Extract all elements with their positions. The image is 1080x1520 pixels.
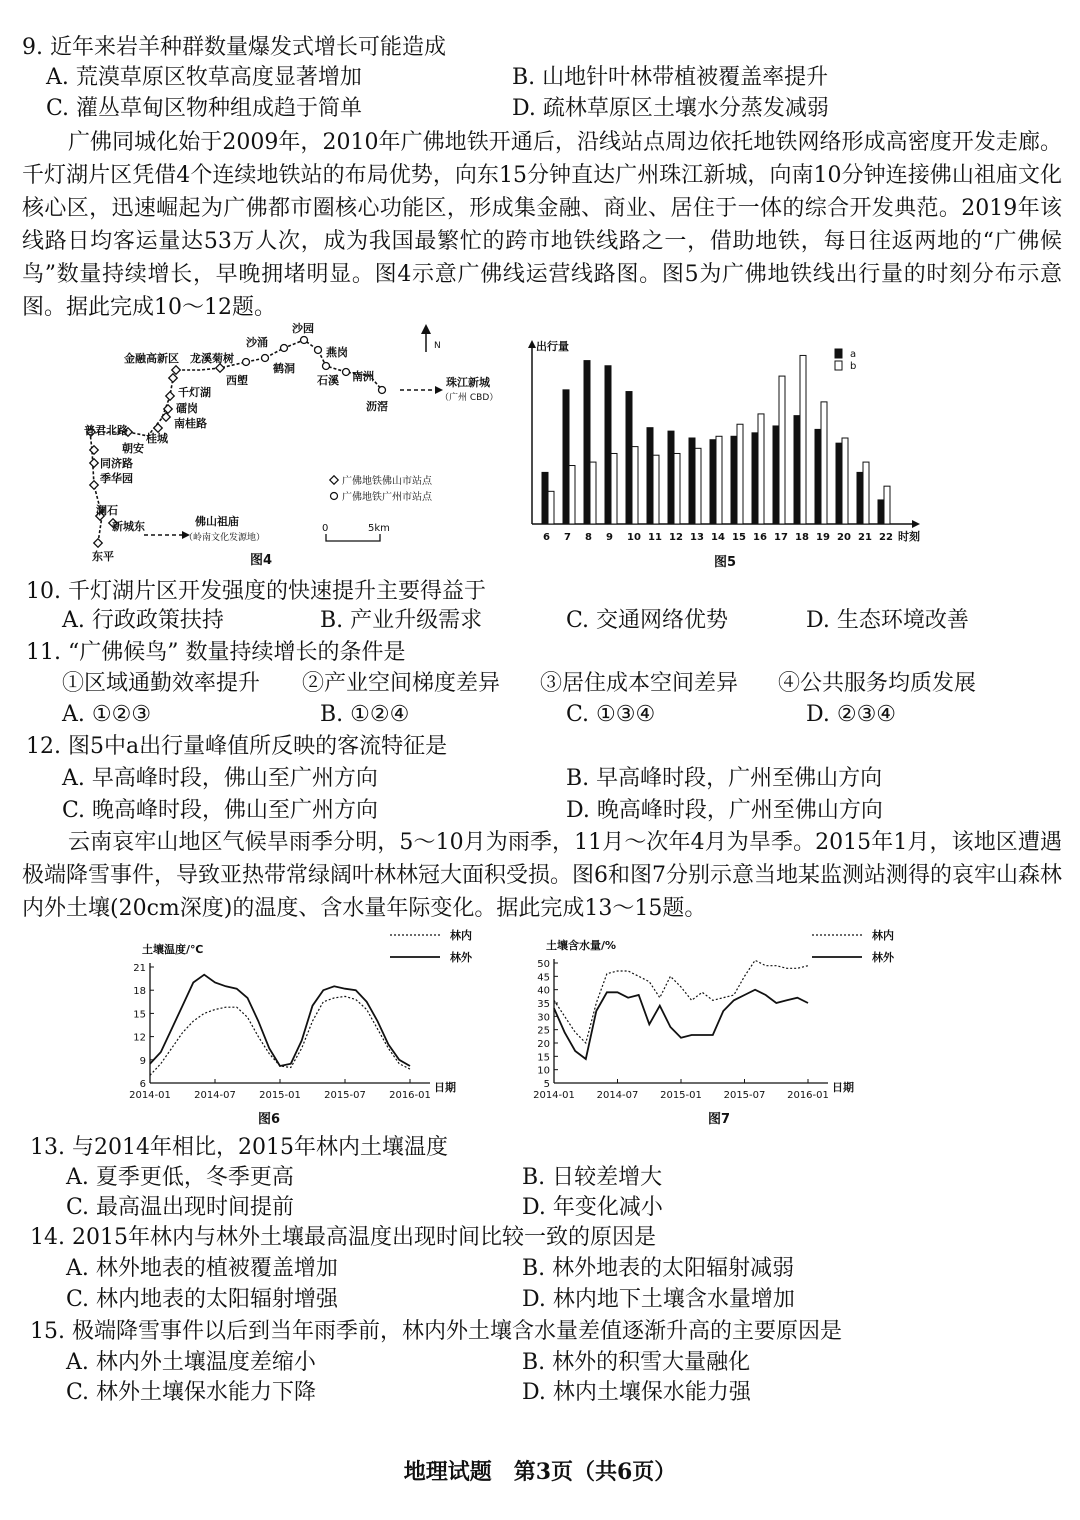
- dest-zhujiang: 珠江新城: [446, 376, 490, 389]
- station-tjl: 同济路: [100, 457, 133, 470]
- scale-bar: [322, 523, 390, 541]
- fig5-bar-a-10: [626, 392, 632, 524]
- fig5-bar-b-22: [884, 486, 890, 524]
- fig7-soil-moisture-chart: [520, 925, 920, 1130]
- q10-option-a: A. 行政政策扶持: [62, 608, 224, 633]
- q14-stem: 14. 2015年林内与林外土壤最高温度出现时间比较一致的原因是: [30, 1225, 656, 1250]
- station-yg: 燕岗: [326, 346, 348, 359]
- fig7-ylabel: 土壤含水量/%: [546, 939, 617, 952]
- fig6-ytick-12: 12: [133, 1032, 146, 1044]
- fig5-bar-b-8: [590, 462, 596, 524]
- station-gc: 桂城: [146, 432, 168, 445]
- fig5-bar-a-19: [815, 429, 821, 524]
- fig6-legend-label-0: 林内: [450, 929, 472, 942]
- fig6-xtick-2016-01: 2016-01: [389, 1090, 431, 1101]
- fig5-bar-a-9: [605, 366, 611, 524]
- fig5-tick-16: 16: [753, 532, 767, 543]
- dest-zumiao: 佛山祖庙: [195, 515, 239, 528]
- fig5-tick-12: 12: [669, 532, 683, 543]
- q11-option-b: B. ①②④: [320, 702, 410, 727]
- fig5-bar-a-21: [857, 472, 863, 524]
- fig6-soil-temperature-chart: [110, 925, 500, 1130]
- fig7-xtick-2016-01: 2016-01: [787, 1090, 829, 1101]
- station-jhy: 季华园: [100, 472, 133, 485]
- q14-option-d: D. 林内地下土壤含水量增加: [522, 1287, 795, 1312]
- q11-item-2: ②产业空间梯度差异: [302, 671, 501, 696]
- fig6-ytick-15: 15: [133, 1009, 146, 1021]
- svg-text:0: 0: [322, 523, 329, 534]
- q10-option-c: C. 交通网络优势: [566, 608, 729, 633]
- station-sx: 石溪: [317, 374, 339, 387]
- fig5-legend-swatch-b: [835, 361, 842, 370]
- q11-item-1: ①区域通勤效率提升: [62, 671, 261, 696]
- station-ngl: 南桂路: [174, 417, 207, 430]
- q9-option-a: A. 荒漠草原区牧草高度显著增加: [46, 65, 362, 90]
- fig5-bar-a-13: [689, 438, 695, 524]
- fig5-bar-b-6: [548, 491, 554, 524]
- legend-foshan: 广佛地铁佛山市站点: [342, 476, 432, 487]
- q11-stem: 11. “广佛候鸟” 数量持续增长的条件是: [26, 640, 406, 665]
- fig5-x-arrow-icon: [912, 520, 920, 528]
- q13-option-d: D. 年变化减小: [522, 1195, 663, 1220]
- station-dp: 东平: [92, 550, 114, 563]
- fig5-bar-a-11: [647, 428, 653, 524]
- fig5-bar-a-6: [542, 472, 548, 524]
- fig7-legend-label-0: 林内: [872, 929, 894, 942]
- fig7-ytick-25: 25: [537, 1025, 550, 1037]
- fig6-xtick-2014-07: 2014-07: [194, 1090, 236, 1101]
- fig6-xtick-2015-01: 2015-01: [259, 1090, 301, 1101]
- q13-option-b: B. 日较差增大: [522, 1165, 663, 1190]
- legend-guangzhou: 广佛地铁广州市站点: [342, 492, 432, 503]
- q12-option-a: A. 早高峰时段，佛山至广州方向: [62, 766, 378, 791]
- fig7-xlabel: 日期: [832, 1081, 854, 1094]
- fig5-tick-13: 13: [690, 532, 704, 543]
- fig5-tick-14: 14: [711, 532, 725, 543]
- fig6-ytick-21: 21: [133, 963, 146, 974]
- q11-option-a: A. ①②③: [62, 702, 152, 727]
- fig5-bar-a-22: [878, 500, 884, 524]
- fig5-bar-b-19: [821, 402, 827, 524]
- fig5-bar-b-15: [737, 424, 743, 524]
- station-sy: 沙涌: [246, 336, 268, 349]
- station-lg: 礌岗: [176, 402, 198, 415]
- q13-stem: 13. 与2014年相比，2015年林内土壤温度: [30, 1135, 448, 1160]
- fig5-tick-17: 17: [774, 532, 788, 543]
- fig5-tick-22: 22: [879, 532, 893, 543]
- fig7-xtick-2015-01: 2015-01: [660, 1090, 702, 1101]
- fig5-bar-b-10: [632, 447, 638, 524]
- q15-stem: 15. 极端降雪事件以后到当年雨季前，林内外土壤含水量差值逐渐升高的主要原因是: [30, 1319, 842, 1344]
- fig5-tick-19: 19: [816, 532, 830, 543]
- fig7-ytick-10: 10: [537, 1065, 550, 1077]
- q12-option-c: C. 晚高峰时段，佛山至广州方向: [62, 798, 379, 823]
- dest-zhujiang-sub: （广州 CBD）: [440, 393, 499, 403]
- station-hd: 鹤洞: [273, 362, 295, 375]
- fig5-bar-chart: [510, 332, 940, 572]
- fig5-tick-21: 21: [858, 532, 872, 543]
- fig7-ytick-30: 30: [537, 1012, 550, 1024]
- fig6-xlabel: 日期: [434, 1081, 456, 1094]
- north-arrow-icon: [421, 324, 441, 352]
- q11-option-c: C. ①③④: [566, 702, 656, 727]
- fig6-ylabel: 土壤温度/℃: [142, 943, 204, 956]
- station-lj: 沥滘: [366, 400, 388, 413]
- svg-text:N: N: [434, 341, 441, 351]
- station-lxjs: 龙溪菊树: [190, 352, 234, 365]
- svg-text:5km: 5km: [368, 523, 390, 534]
- fig4-metro-map: [70, 320, 530, 570]
- fig5-tick-9: 9: [606, 532, 613, 543]
- fig6-legend-label-1: 林外: [450, 951, 472, 964]
- fig5-legend-swatch-a: [835, 349, 842, 358]
- q13-option-c: C. 最高温出现时间提前: [66, 1195, 295, 1220]
- q13-option-a: A. 夏季更低，冬季更高: [66, 1165, 294, 1190]
- station-ls: 澜石: [96, 504, 118, 517]
- q10-stem: 10. 千灯湖片区开发强度的快速提升主要得益于: [26, 579, 486, 604]
- q10-option-d: D. 生态环境改善: [806, 608, 969, 633]
- q11-item-4: ④公共服务均质发展: [778, 671, 977, 696]
- fig5-bar-b-9: [611, 453, 617, 524]
- station-jrgxq: 金融高新区: [124, 352, 179, 365]
- fig5-tick-15: 15: [732, 532, 746, 543]
- fig7-xtick-2014-01: 2014-01: [533, 1090, 575, 1101]
- fig5-legend-label-b: b: [850, 361, 857, 372]
- station-nz: 南洲: [352, 370, 374, 383]
- fig5-tick-7: 7: [564, 532, 571, 543]
- fig5-tick-11: 11: [648, 532, 662, 543]
- fig5-tick-20: 20: [837, 532, 851, 543]
- fig7-legend-label-1: 林外: [872, 951, 894, 964]
- fig7-xtick-2015-07: 2015-07: [723, 1090, 766, 1101]
- fig5-bar-a-12: [668, 431, 674, 524]
- fig5-tick-8: 8: [585, 532, 592, 543]
- fig5-bar-b-7: [569, 466, 575, 524]
- fig6-ytick-6: 6: [139, 1079, 146, 1090]
- fig5-bar-a-20: [836, 443, 842, 524]
- fig5-bar-b-11: [653, 455, 659, 524]
- fig5-bar-b-16: [758, 414, 764, 524]
- fig5-bar-b-13: [695, 448, 701, 524]
- q15-option-a: A. 林内外土壤温度差缩小: [66, 1350, 316, 1375]
- fig5-xlabel: 时刻: [898, 530, 920, 543]
- dest-zumiao-sub: （岭南文化发源地）: [184, 533, 266, 543]
- q15-option-c: C. 林外土壤保水能力下降: [66, 1380, 317, 1405]
- passage-guangfo: 广佛同城化始于2009年，2010年广佛地铁开通后，沿线站点周边依托地铁网络形成高密度开发走廊。千灯湖片区凭借4个连续地铁站的布局优势，向东15分钟直达广州珠江新城，向南10分钟连接佛山祖庙文化核心区，迅速崛起为广佛都市圈核心功能区，形成集金融、商业、居住于一体的综合开发典范。2019年该线路日均客运量达53万人次，成为我国最繁忙的跨市地铁线路之一，借助地铁，每日往返两地的“广佛候鸟”数量持续增长，早晚拥堵明显。图4示意广佛线运营线路图。图5为广佛地铁线出行量的时刻分布示意图。据此完成10～12题。: [22, 130, 1062, 320]
- station-qdh: 千灯湖: [178, 386, 211, 399]
- fig7-xtick-2014-07: 2014-07: [596, 1090, 639, 1101]
- fig5-bar-a-16: [752, 433, 758, 524]
- fig6-series-forest-outside: [150, 975, 410, 1066]
- fig5-bar-a-14: [710, 440, 716, 524]
- fig5-bar-b-14: [716, 436, 722, 524]
- fig5-legend-label-a: a: [850, 349, 857, 360]
- fig5-bar-b-20: [842, 438, 848, 524]
- fig7-ytick-15: 15: [537, 1052, 550, 1064]
- fig5-bar-a-7: [563, 390, 569, 524]
- fig5-y-arrow-icon: [528, 340, 536, 348]
- fig6-caption: 图6: [258, 1112, 281, 1127]
- fig7-ytick-45: 45: [537, 972, 550, 984]
- fig6-xtick-2015-07: 2015-07: [324, 1090, 366, 1101]
- fig5-bar-b-21: [863, 462, 869, 524]
- fig7-ytick-50: 50: [537, 959, 550, 970]
- q12-option-d: D. 晚高峰时段，广州至佛山方向: [566, 798, 883, 823]
- station-pjbl: 普君北路: [84, 424, 128, 437]
- fig5-bar-a-18: [794, 416, 800, 524]
- fig4-caption: 图4: [250, 553, 273, 568]
- fig5-bar-b-18: [800, 355, 806, 524]
- q12-stem: 12. 图5中a出行量峰值所反映的客流特征是: [26, 734, 448, 759]
- fig6-ytick-9: 9: [139, 1055, 146, 1067]
- q14-option-b: B. 林外地表的太阳辐射减弱: [522, 1256, 795, 1281]
- q9-option-b: B. 山地针叶林带植被覆盖率提升: [512, 65, 829, 90]
- fig5-bar-b-17: [779, 376, 785, 524]
- q11-option-d: D. ②③④: [806, 702, 897, 727]
- fig5-bar-a-17: [773, 426, 779, 524]
- q14-option-a: A. 林外地表的植被覆盖增加: [66, 1256, 338, 1281]
- q9-option-c: C. 灌丛草甸区物种组成趋于简单: [46, 96, 363, 121]
- q12-option-b: B. 早高峰时段，广州至佛山方向: [566, 766, 883, 791]
- fig7-ytick-20: 20: [537, 1039, 550, 1050]
- fig5-bar-b-12: [674, 453, 680, 524]
- fig7-ytick-40: 40: [537, 985, 550, 997]
- station-ca: 朝安: [122, 442, 144, 455]
- fig7-caption: 图7: [708, 1112, 731, 1127]
- fig7-series-forest-outside: [554, 990, 808, 1059]
- page-footer: 地理试题 第3页（共6页）: [403, 1459, 677, 1485]
- q10-option-b: B. 产业升级需求: [320, 608, 483, 633]
- q9-option-d: D. 疏林草原区土壤水分蒸发减弱: [512, 96, 829, 121]
- fig6-ytick-18: 18: [133, 986, 146, 998]
- fig7-ytick-5: 5: [543, 1079, 550, 1090]
- fig7-ytick-35: 35: [537, 999, 550, 1010]
- passage-ailaoshan: 云南哀牢山地区气候旱雨季分明，5～10月为雨季，11月～次年4月为旱季。2015年1月，该地区遭遇极端降雪事件，导致亚热带常绿阔叶林林冠大面积受损。图6和图7分别示意当地某监测站测得的哀牢山森林内外土壤(20cm深度)的温度、含水量年际变化。据此完成13～15题。: [22, 830, 1062, 921]
- q15-option-b: B. 林外的积雪大量融化: [522, 1350, 751, 1375]
- q11-item-3: ③居住成本空间差异: [540, 671, 739, 696]
- fig5-caption: 图5: [714, 555, 737, 570]
- fig5-ylabel: 出行量: [536, 340, 569, 353]
- fig5-bar-a-15: [731, 436, 737, 524]
- station-sa: 沙园: [292, 322, 314, 335]
- fig5-tick-18: 18: [795, 532, 809, 543]
- fig5-tick-6: 6: [543, 532, 550, 543]
- station-xl: 西塱: [226, 374, 248, 387]
- q15-option-d: D. 林内土壤保水能力强: [522, 1380, 751, 1405]
- station-xcd: 新城东: [112, 520, 145, 533]
- fig5-bar-a-8: [584, 361, 590, 524]
- fig5-tick-10: 10: [627, 532, 641, 543]
- q14-option-c: C. 林内地表的太阳辐射增强: [66, 1287, 339, 1312]
- q9-stem: 9. 近年来岩羊种群数量爆发式增长可能造成: [22, 35, 446, 60]
- fig6-xtick-2014-01: 2014-01: [129, 1090, 171, 1101]
